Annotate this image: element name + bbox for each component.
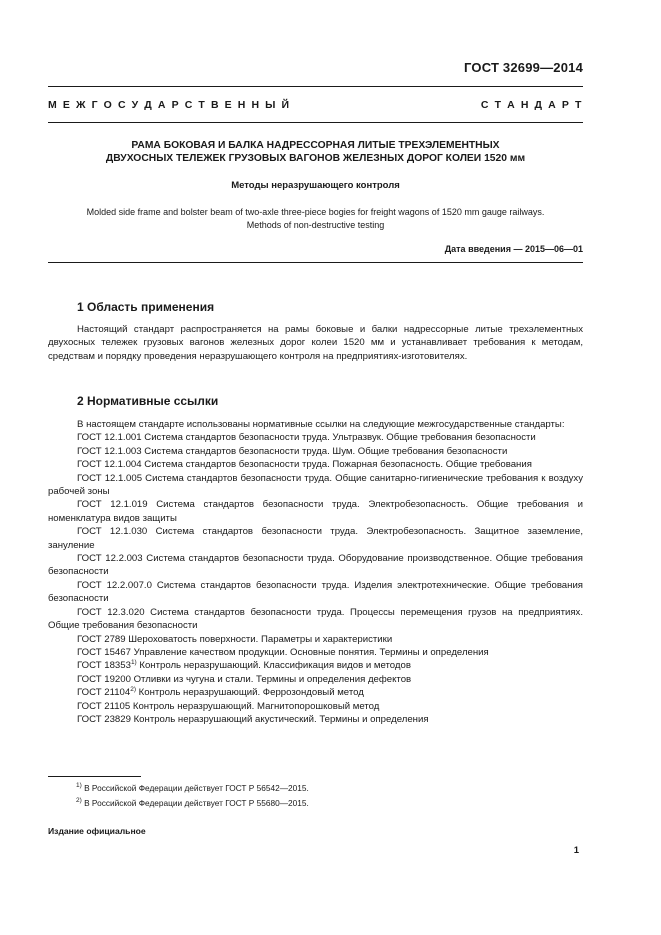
ref-item: ГОСТ 12.2.003 Система стандартов безопасности труда. Оборудование производственное. Общие требования безопасности [48,553,583,578]
footnote-mark: 2) [76,796,82,804]
normative-references-list [48,418,583,726]
section-1-body [48,323,583,363]
english-title-line-1: Molded side frame and bolster beam of two-axle three-piece bogies for freight wagons of 1520 mm gauge railways. [86,207,545,217]
ref-item: ГОСТ 12.3.020 Система стандартов безопасности труда. Процессы перемещения грузов на предприятиях. Общие требования безопасности [48,606,583,632]
ref-item: ГОСТ 12.1.003 Система стандартов безопасности труда. Шум. Общие требования безопасности [77,445,508,457]
header-rule-top [48,86,583,87]
english-title [40,206,591,232]
title-line-1: РАМА БОКОВАЯ И БАЛКА НАДРЕССОРНАЯ ЛИТЫЕ ТРЕХЭЛЕМЕНТНЫХ [131,140,500,151]
footnote-mark: 2) [130,685,137,693]
ref-item: ГОСТ 23829 Контроль неразрушающий акустический. Термины и определения [77,713,429,725]
ref-item: ГОСТ 15467 Управление качеством продукции. Основные понятия. Термины и определения [77,646,489,658]
header-rule-bottom [48,122,583,123]
official-edition-label: Издание официальное [48,826,146,836]
footnotes [76,781,309,810]
footnote-mark: 1) [76,782,82,790]
footnote-separator [48,776,141,777]
footnote-text: В Российской Федерации действует ГОСТ Р 56542—2015. [81,783,309,793]
footnote-text: В Российской Федерации действует ГОСТ Р 55680—2015. [81,797,309,808]
footnote-mark: 1) [130,659,137,667]
section-2-heading: 2 Нормативные ссылки [77,394,219,408]
date-rule [48,262,583,263]
footnote-1 [76,781,309,796]
section-1-paragraph: Настоящий стандарт распространяется на рамы боковые и балки надрессорные литые трехэлементных двухосных тележек грузовых вагонов железных дорог колеи 1520 мм и устанавливает требования к методам, средствам и порядку проведения неразрушающего контроля на предприятиях-изготовителях. [48,324,583,362]
footnote-2 [76,796,309,811]
references-intro: В настоящем стандарте использованы нормативные ссылки на следующие межгосударственные стандарты: [77,419,565,430]
ref-item: ГОСТ 2789 Шероховатость поверхности. Параметры и характеристики [77,633,393,645]
ref-item: ГОСТ 19200 Отливки из чугуна и стали. Термины и определения дефектов [77,673,412,685]
ref-item: ГОСТ 12.1.019 Система стандартов безопасности труда. Электробезопасность. Общие требования и номенклатура видов защиты [48,499,583,524]
ref-code: ГОСТ 21104 [77,687,131,699]
ref-item: ГОСТ 12.1.030 Система стандартов безопасности труда. Электробезопасность. Защитное заземление, зануление [48,526,583,551]
interstate-standard-banner [48,99,583,111]
document-title [48,139,583,165]
title-line-2: ДВУХОСНЫХ ТЕЛЕЖЕК ГРУЗОВЫХ ВАГОНОВ ЖЕЛЕЗНЫХ ДОРОГ КОЛЕИ 1520 мм [105,153,526,164]
ref-item: ГОСТ 21105 Контроль неразрушающий. Магнитопорошковый метод [77,700,380,712]
standard-label: С Т А Н Д А Р Т [480,99,583,111]
interstate-label: М Е Ж Г О С У Д А Р С Т В Е Н Н Ы Й [48,99,291,111]
english-title-line-2: Methods of non-destructive testing [246,220,385,230]
ref-code: ГОСТ 18353 [77,660,131,672]
introduction-date: Дата введения — 2015—06—01 [444,244,583,254]
ref-item: ГОСТ 12.1.005 Система стандартов безопасности труда. Общие санитарно-гигиенические требования к воздуху рабочей зоны [48,472,583,498]
ref-item: ГОСТ 12.1.004 Система стандартов безопасности труда. Пожарная безопасность. Общие требования [77,459,532,471]
ref-title: Контроль неразрушающий. Классификация видов и методов [136,660,411,672]
ref-item: ГОСТ 12.2.007.0 Система стандартов безопасности труда. Изделия электротехнические. Общие требования безопасности [48,579,583,605]
ref-item [48,686,583,699]
page-number: 1 [573,845,579,856]
ref-title: Контроль неразрушающий. Феррозондовый метод [136,687,364,699]
ref-item: ГОСТ 12.1.001 Система стандартов безопасности труда. Ультразвук. Общие требования безопасности [77,432,536,444]
document-code: ГОСТ 32699—2014 [464,60,583,75]
document-subtitle: Методы неразрушающего контроля [231,180,400,191]
ref-item [48,659,583,672]
section-1-heading: 1 Область применения [77,300,215,314]
